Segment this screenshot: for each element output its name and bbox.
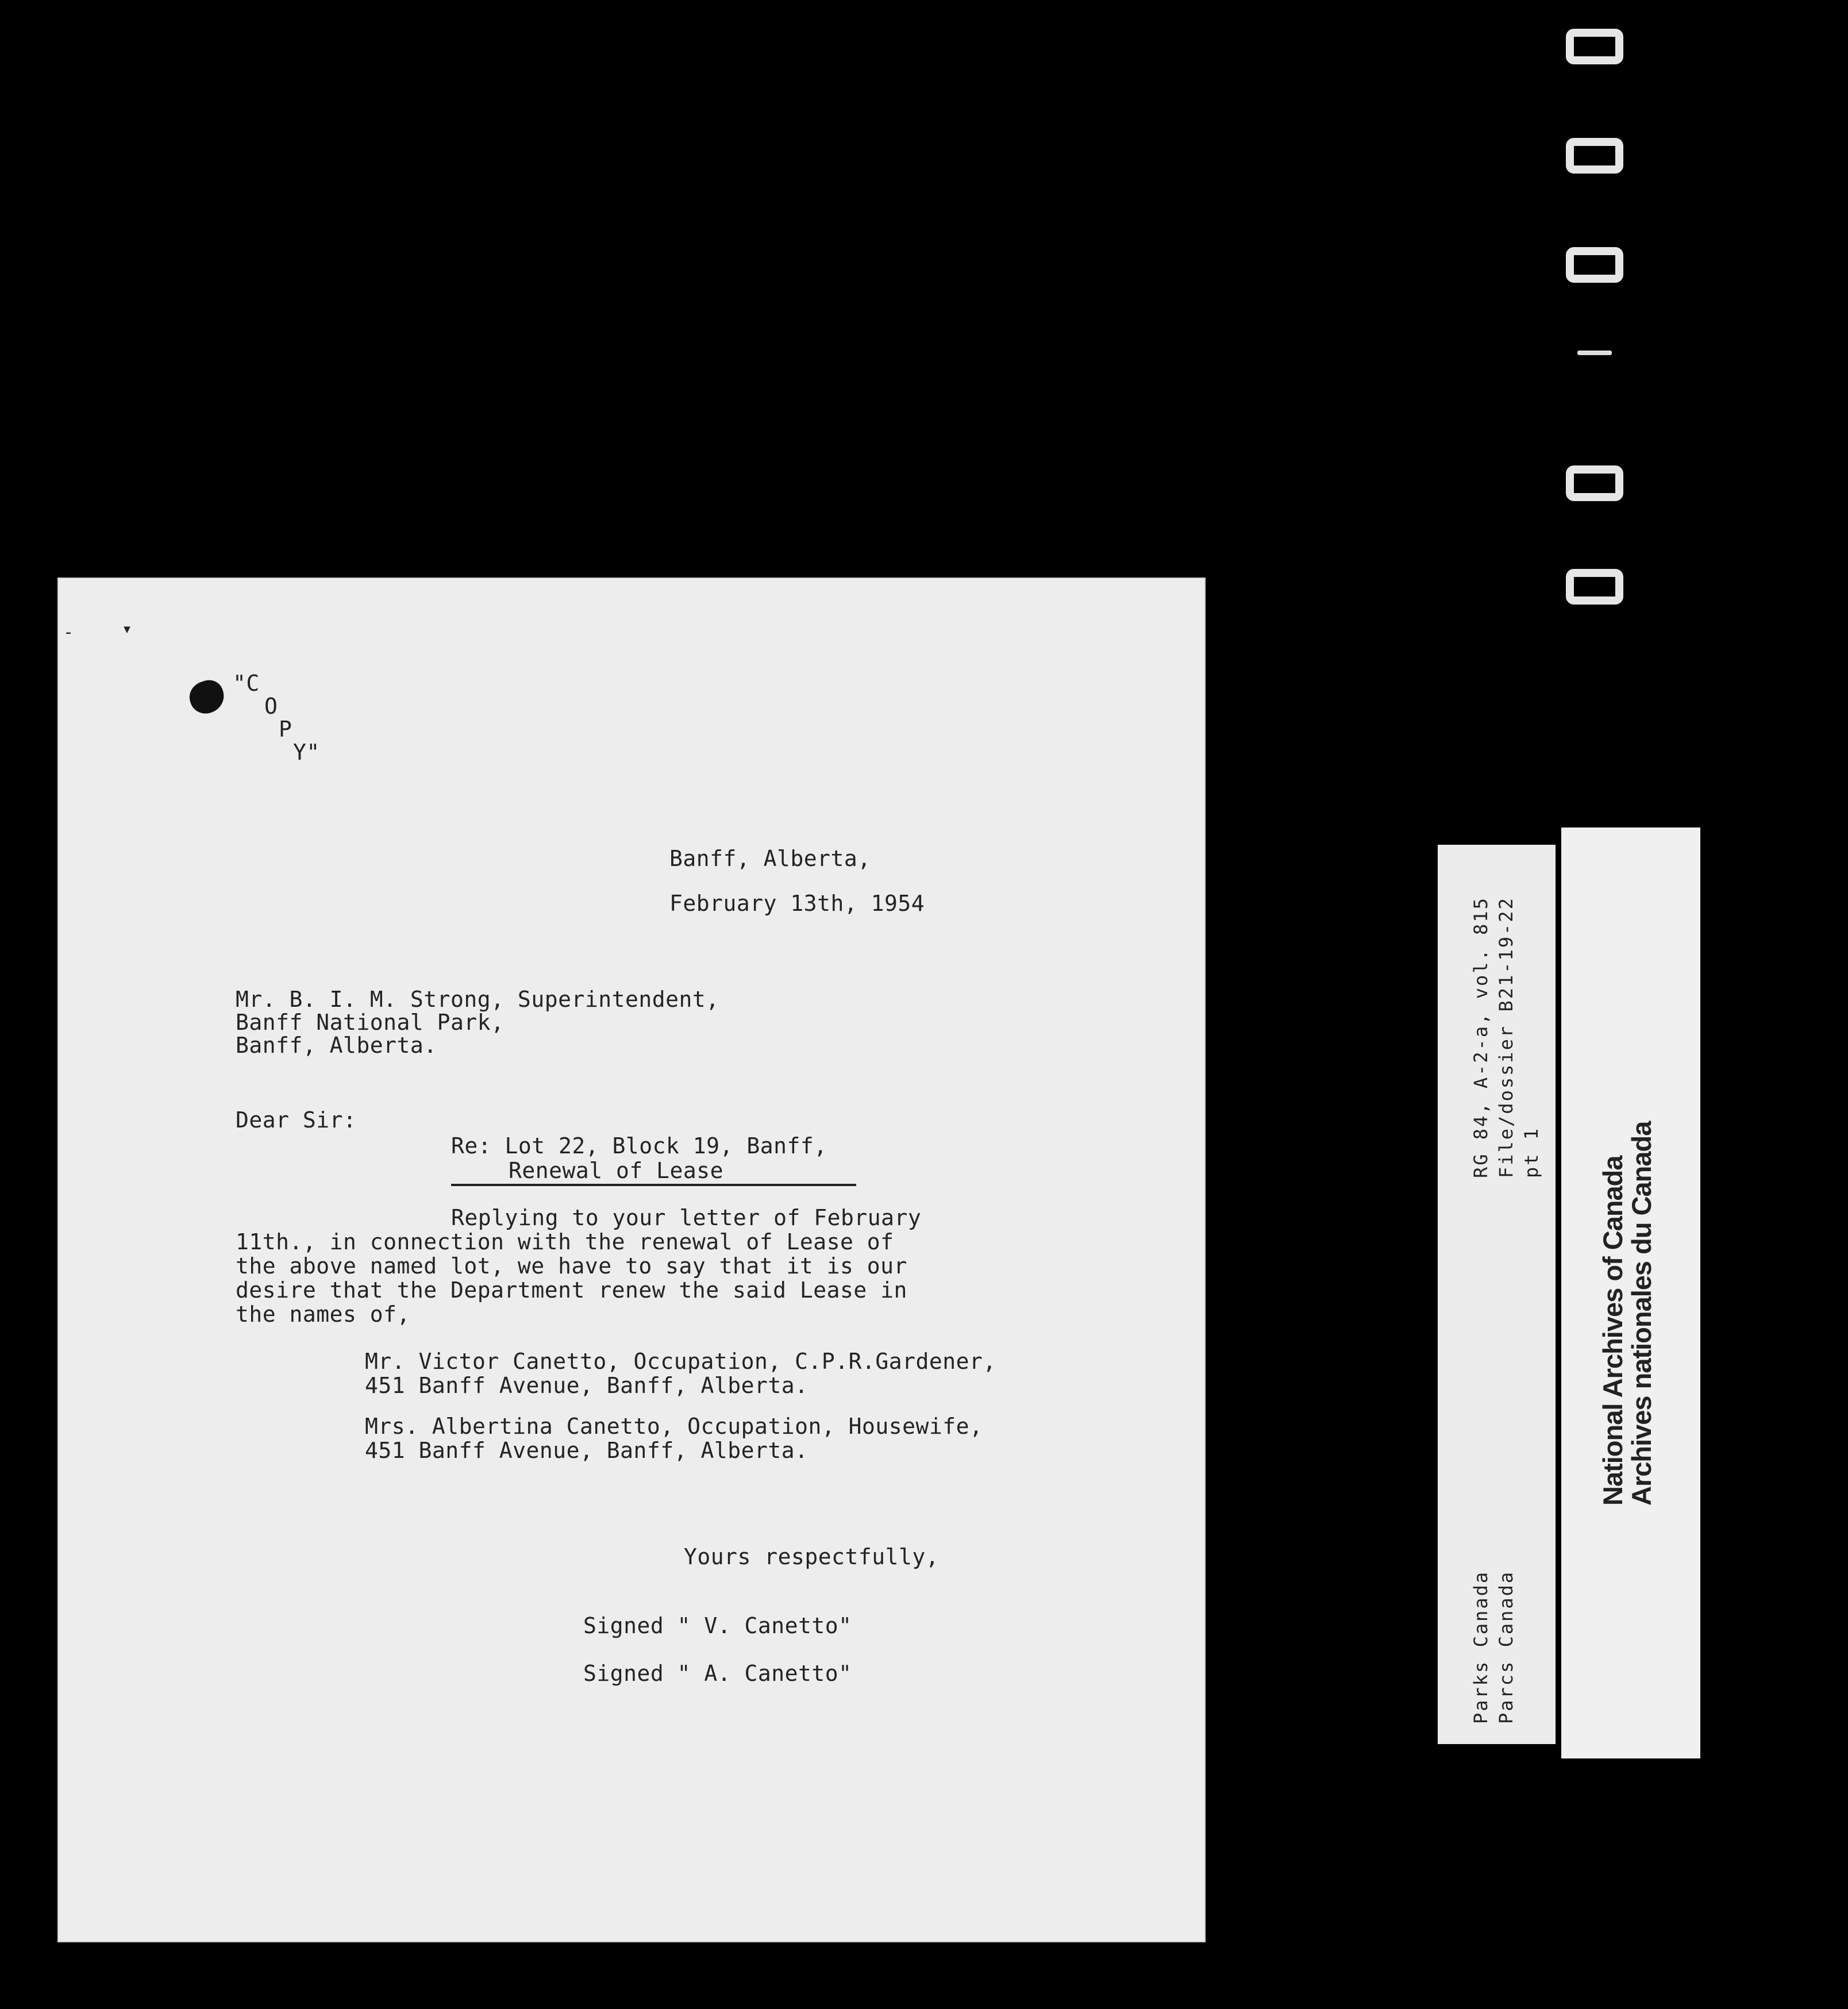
frame-code-mark bbox=[1566, 29, 1623, 64]
salutation: Dear Sir: bbox=[236, 1107, 357, 1133]
institution-name: Archives nationales du Canada bbox=[1626, 1121, 1657, 1506]
margin-mark: - bbox=[63, 622, 74, 642]
frame-code-dash bbox=[1577, 351, 1612, 355]
letter-date: February 13th, 1954 bbox=[669, 891, 925, 916]
frame-code-mark bbox=[1566, 569, 1623, 605]
body-line: Replying to your letter of February bbox=[451, 1205, 922, 1230]
lessee-line: 451 Banff Avenue, Banff, Alberta. bbox=[365, 1438, 808, 1463]
body-line: 11th., in connection with the renewal of Lease of bbox=[236, 1229, 894, 1254]
archive-agency-line: Parks Canada bbox=[1470, 1570, 1492, 1724]
letter-place: Banff, Alberta, bbox=[669, 846, 871, 871]
copy-mark-y: Y" bbox=[293, 740, 320, 765]
frame-code-mark bbox=[1566, 138, 1623, 174]
institution-name: National Archives of Canada bbox=[1597, 1156, 1628, 1506]
lessee-line: 451 Banff Avenue, Banff, Alberta. bbox=[365, 1373, 808, 1398]
lessee-line: Mrs. Albertina Canetto, Occupation, Housewife, bbox=[365, 1414, 983, 1439]
copy-mark-p: P bbox=[279, 717, 292, 742]
subject-line: Renewal of Lease bbox=[509, 1158, 724, 1183]
body-line: the names of, bbox=[236, 1302, 410, 1327]
copy-mark-c: "C bbox=[233, 671, 260, 696]
archive-reference-line: pt 1 bbox=[1520, 1126, 1542, 1178]
body-line: desire that the Department renew the said Lease in bbox=[236, 1277, 907, 1303]
frame-code-mark bbox=[1566, 247, 1623, 283]
letter-page bbox=[57, 578, 1206, 1942]
copy-mark-o: O bbox=[264, 694, 278, 719]
archive-institution-label bbox=[1561, 828, 1700, 1758]
archive-reference-line: RG 84, A-2-a, vol. 815 bbox=[1470, 896, 1492, 1178]
closing: Yours respectfully, bbox=[684, 1544, 940, 1569]
recipient-line: Mr. B. I. M. Strong, Superintendent, bbox=[236, 987, 719, 1012]
recipient-line: Banff National Park, bbox=[236, 1010, 505, 1035]
subject-line: Re: Lot 22, Block 19, Banff, bbox=[451, 1133, 827, 1159]
lessee-line: Mr. Victor Canetto, Occupation, C.P.R.Gardener, bbox=[365, 1349, 996, 1374]
recipient-line: Banff, Alberta. bbox=[236, 1033, 437, 1058]
body-line: the above named lot, we have to say that it is our bbox=[236, 1253, 907, 1279]
frame-code-mark bbox=[1566, 465, 1623, 501]
archive-agency-line: Parcs Canada bbox=[1495, 1570, 1517, 1724]
signature-line: Signed " A. Canetto" bbox=[583, 1661, 852, 1686]
signature-line: Signed " V. Canetto" bbox=[583, 1613, 852, 1638]
archive-reference-label bbox=[1438, 845, 1556, 1744]
archive-reference-line: File/dossier B21-19-22 bbox=[1495, 896, 1517, 1178]
subject-underline bbox=[451, 1184, 856, 1186]
margin-mark: ▾ bbox=[122, 619, 133, 639]
ink-blot bbox=[185, 676, 229, 718]
